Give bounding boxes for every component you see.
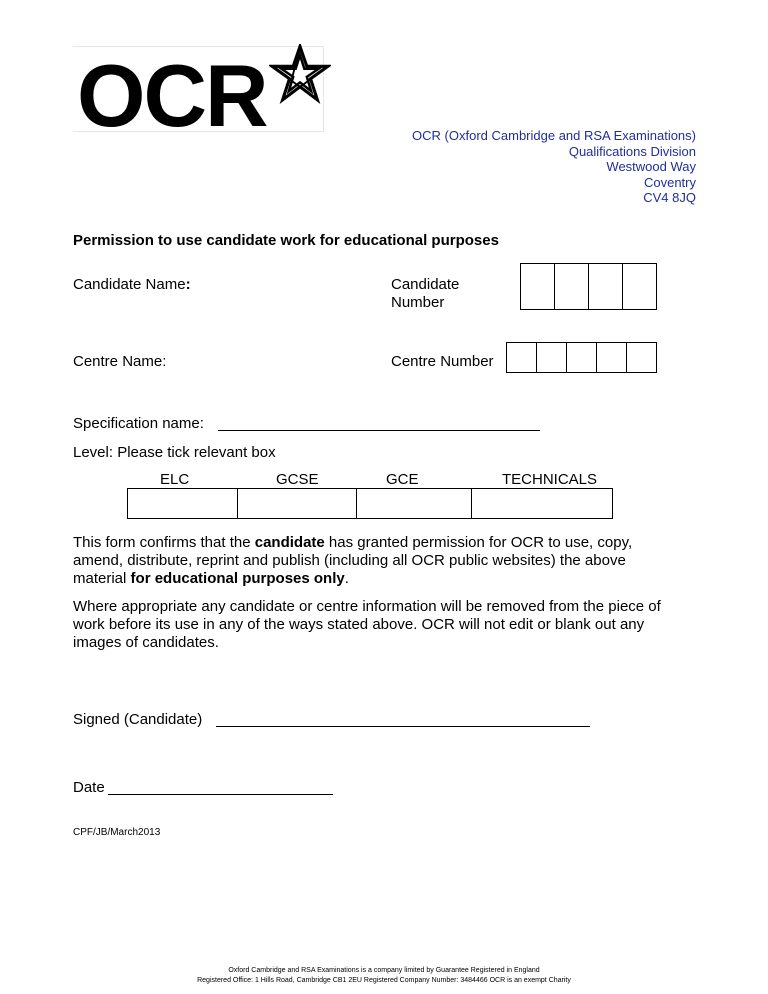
logo-text: OCR: [77, 46, 267, 145]
level-label: Level: Please tick relevant box: [73, 444, 276, 461]
address-line: CV4 8JQ: [643, 190, 696, 205]
candidate-number-digit-box[interactable]: [588, 264, 622, 309]
signature-input-line[interactable]: [216, 726, 590, 727]
candidate-number-digit-box[interactable]: [554, 264, 588, 309]
level-tick-box-elc[interactable]: [128, 489, 237, 518]
paragraph-bold-candidate: candidate: [254, 534, 325, 551]
footer-line-1: Oxford Cambridge and RSA Examinations is a company limited by Guarantee Registered in England: [228, 967, 540, 974]
level-header-technicals: TECHNICALS: [502, 471, 598, 488]
address-line: Coventry: [643, 174, 696, 190]
candidate-number-line1: Candidate: [391, 276, 460, 293]
date-label: Date: [73, 779, 105, 796]
level-header-elc: ELC: [160, 471, 190, 488]
signed-label: Signed (Candidate): [73, 711, 203, 728]
candidate-number-digit-box[interactable]: [521, 264, 554, 309]
centre-number-label: Centre Number: [391, 353, 494, 370]
candidate-number-boxes: [520, 263, 657, 310]
address-line: OCR (Oxford Cambridge and RSA Examinations): [412, 128, 696, 143]
level-tick-box-gce[interactable]: [356, 489, 471, 518]
specification-input-line[interactable]: [218, 430, 540, 431]
star-icon: [269, 44, 331, 106]
centre-number-digit-box[interactable]: [536, 343, 566, 372]
centre-number-boxes: [506, 342, 657, 373]
footer-line-2: Registered Office: 1 Hills Road, Cambridge CB1 2EU Registered Company Number: 3484466 OCR is an exempt Charity: [197, 977, 571, 984]
form-reference: CPF/JB/March2013: [73, 827, 161, 838]
level-tick-box-gcse[interactable]: [237, 489, 356, 518]
level-tick-boxes: [127, 488, 613, 519]
centre-number-digit-box[interactable]: [626, 343, 656, 372]
permission-paragraph: [73, 534, 683, 588]
date-input-line[interactable]: [108, 794, 333, 795]
paragraph-bold-purpose: for educational purposes only: [130, 570, 345, 587]
address-line: Qualifications Division: [568, 143, 696, 159]
privacy-paragraph: Where appropriate any candidate or centre information will be removed from the piece of work before its use in any of the ways stated above. OCR will not edit or blank out any images of candidates.: [73, 598, 661, 651]
candidate-number-label: [391, 276, 459, 312]
candidate-number-digit-box[interactable]: [622, 264, 656, 309]
level-headers: [127, 472, 612, 488]
address-line: Westwood Way: [606, 159, 696, 174]
candidate-number-line2: Number: [391, 294, 445, 311]
centre-number-digit-box[interactable]: [596, 343, 626, 372]
centre-number-digit-box[interactable]: [566, 343, 596, 372]
centre-name-label: Centre Name:: [73, 353, 167, 370]
candidate-name-label: [73, 276, 191, 294]
form-title: Permission to use candidate work for educational purposes: [73, 232, 499, 249]
level-header-gcse: GCSE: [276, 471, 319, 488]
paragraph-text: This form confirms that the: [73, 534, 255, 551]
specification-label: Specification name:: [73, 415, 204, 432]
level-tick-box-technicals[interactable]: [471, 489, 612, 518]
ocr-logo: [73, 46, 325, 145]
centre-number-digit-box[interactable]: [507, 343, 536, 372]
level-header-gce: GCE: [386, 471, 419, 488]
candidate-name-text: Candidate Name: [73, 276, 186, 293]
paragraph-text: .: [344, 570, 349, 587]
candidate-name-colon: :: [185, 276, 191, 293]
paragraph-text: has granted permission for OCR to use, copy, amend, distribute, reprint and publish (including all OCR public websites) the above material: [73, 534, 633, 587]
ocr-address: [412, 128, 696, 206]
